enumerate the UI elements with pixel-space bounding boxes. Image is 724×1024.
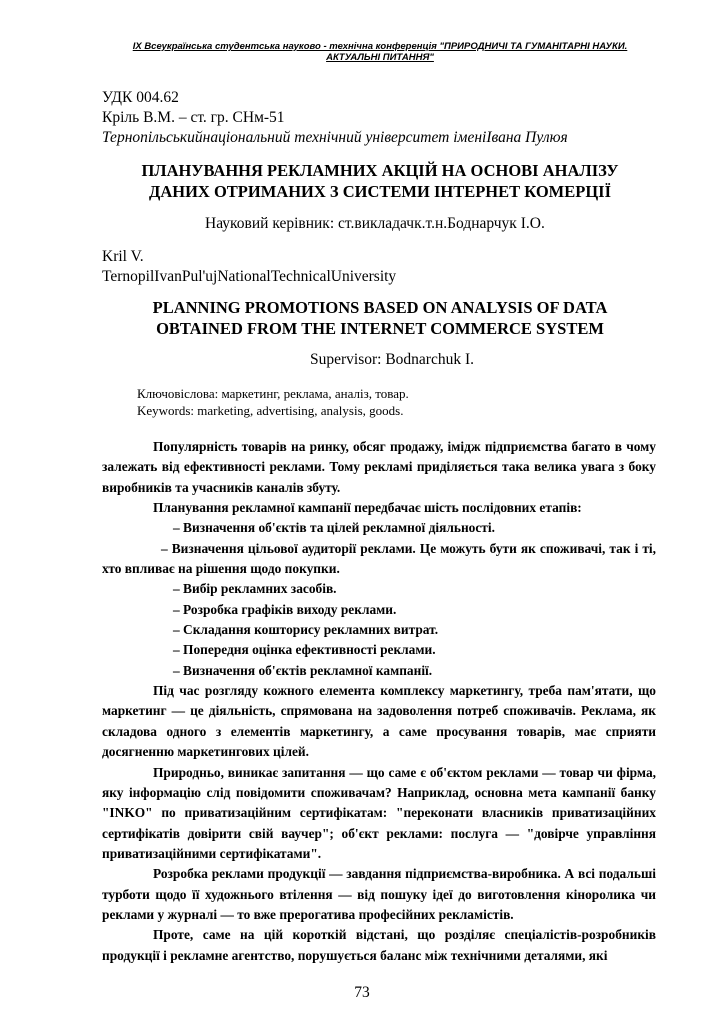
title-en-line1: PLANNING PROMOTIONS BASED ON ANALYSIS OF DATA: [152, 298, 608, 317]
list-item: – Складання кошторису рекламних витрат.: [173, 622, 439, 638]
supervisor-en: Supervisor: Bodnarchuk I.: [310, 351, 475, 368]
title-en-line2: OBTAINED FROM THE INTERNET COMMERCE SYSTEM: [156, 319, 604, 338]
title-uk-line2: ДАНИХ ОТРИМАНИХ З СИСТЕМИ ІНТЕРНЕТ КОМЕРЦІЇ: [148, 182, 611, 201]
title-uk-line1: ПЛАНУВАННЯ РЕКЛАМНИХ АКЦІЙ НА ОСНОВІ АНАЛІЗУ: [141, 161, 619, 180]
title-uk: [60, 160, 700, 202]
conference-header-line2: АКТУАЛЬНІ ПИТАННЯ": [326, 52, 434, 63]
page-number: 73: [354, 984, 370, 1001]
article-body: [102, 437, 656, 966]
paragraph-4: Природньо, виникає запитання — що саме є об'єктом реклами — товар чи фірма, яку інформацію слід повідомити споживачам? Наприклад, основна мета кампанії банку "INKO" по приватизаційним сертифікатам: "переконати власників приватизаційних сертифікатів довірити свій ваучер"; об'єкт реклами: послуга — "довірче управління приватизаційними сертифікатами".: [102, 764, 656, 861]
paragraph-2: Планування рекламної кампанії передбачає шість послідовних етапів:: [153, 500, 582, 516]
title-en: [60, 297, 700, 339]
list-item: – Визначення цільової аудиторії реклами. Це можуть бути як споживачі, так і ті, хто впливає на рішення щодо покупки.: [102, 540, 656, 577]
list-item: – Розробка графіків виходу реклами.: [173, 601, 397, 617]
supervisor-uk: Науковий керівник: ст.викладачк.т.н.Боднарчук І.О.: [205, 215, 545, 232]
list-item: – Визначення об'єктів та цілей рекламної діяльності.: [173, 520, 495, 536]
affiliation-en: TernopilIvanPul'ujNationalTechnicalUniversity: [102, 268, 397, 285]
paragraph-6: Проте, саме на цій короткій відстані, що розділяє спеціалістів-розробників продукції і рекламне агентство, порушується баланс між технічними деталями, які: [102, 927, 656, 963]
list-item: – Вибір рекламних засобів.: [173, 581, 337, 597]
conference-header: [100, 41, 660, 63]
list-item: – Визначення об'єктів рекламної кампанії.: [173, 662, 433, 678]
keywords-uk: Ключовіслова: маркетинг, реклама, аналіз, товар.: [137, 386, 409, 401]
author-en: Kril V.: [102, 248, 144, 265]
paragraph-5: Розробка реклами продукції — завдання підприємства-виробника. А всі подальші турботи щодо її художнього втілення — від пошуку ідеї до виготовлення кіноролика чи реклами у журналі — то вже прерогатива професійних рекламістів.: [102, 866, 656, 922]
list-item: – Попередня оцінка ефективності реклами.: [173, 642, 436, 658]
affiliation-uk: Тернопільськийнаціональний технічний університет іменіІвана Пулюя: [102, 129, 568, 146]
author-uk: Кріль В.М. – ст. гр. СНм-51: [102, 109, 285, 126]
udk-code: УДК 004.62: [102, 89, 179, 106]
keywords-en: Keywords: marketing, advertising, analysis, goods.: [137, 403, 404, 418]
conference-header-line1: IX Всеукраїнська студентська науково - технічна конференція "ПРИРОДНИЧІ ТА ГУМАНІТАРНІ НАУКИ.: [132, 41, 628, 52]
paragraph-1: Популярність товарів на ринку, обсяг продажу, імідж підприємства багато в чому залежать від ефективності реклами. Тому рекламі приділяється така велика увага з боку виробників та учасників каналів збуту.: [102, 439, 656, 495]
paragraph-3: Під час розгляду кожного елемента комплексу маркетингу, треба пам'ятати, що маркетинг — це діяльність, спрямована на задоволення потреб споживачів. Реклама, як складова одного з елементів маркетингу, а саме просування товарів, має сприяти досягненню маркетингових цілей.: [102, 683, 656, 760]
